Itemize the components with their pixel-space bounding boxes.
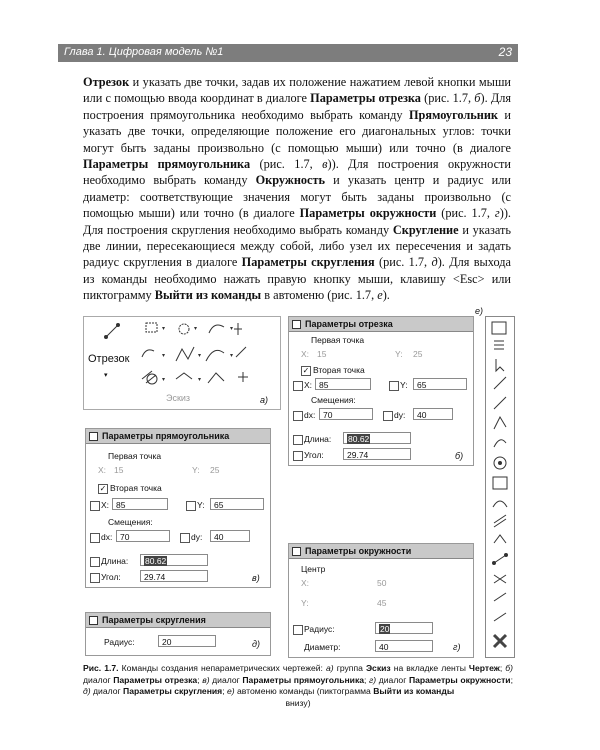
chamfer-tool-icon (176, 373, 192, 379)
dy-input[interactable]: 40 (210, 530, 250, 542)
x2-input[interactable]: 85 (315, 378, 371, 390)
text-run: )). Для построения окружности необходимо выбрать команду (83, 157, 511, 188)
text-run: и указать центр и радиус или диаметр: соответствующие значения могут быть заданы произвольно (с помощью мыши) или точно (в диалоге (83, 173, 511, 221)
x-label: X: (301, 578, 310, 588)
text-run: ). Для выхода из команды необходимо нажать правую кнопку мыши, клавишу <Esc> или пиктограмму (83, 255, 511, 303)
arc-icon (493, 501, 507, 507)
diameter-input[interactable]: 40 (375, 640, 433, 652)
term: Скругление (392, 222, 459, 237)
length-checkbox[interactable] (293, 435, 303, 445)
offsets-label: Смещения: (108, 517, 153, 527)
x2-input[interactable]: 85 (112, 498, 168, 510)
figure-letter-v: в) (252, 573, 260, 583)
point-tool-icon (234, 323, 242, 335)
term: Прямоугольник (408, 107, 498, 122)
dialog-title: Параметры отрезка (305, 319, 393, 329)
collapse-icon[interactable] (292, 320, 301, 329)
figure-letter-g: г) (453, 642, 461, 652)
offset-icon (494, 613, 506, 621)
second-point-label: Вторая точка (313, 365, 365, 375)
x-value: 50 (377, 578, 387, 588)
second-point-checkbox[interactable]: ✓ (302, 366, 310, 375)
term: Выйти из команды (154, 288, 262, 303)
sketch-ribbon-group (83, 316, 281, 410)
extend-icon (494, 593, 506, 601)
radius-label: Радиус: (304, 624, 335, 634)
tangent-icon (494, 555, 506, 563)
term: Параметры прямоугольника (83, 157, 251, 172)
text-run: в автоменю (рис. 1.7, (261, 288, 378, 303)
angle-icon (494, 535, 506, 543)
sketch-group-label: Эскиз (166, 393, 191, 403)
x-value: 15 (317, 349, 327, 359)
fillet-tool-icon (142, 350, 154, 357)
dy-input[interactable]: 40 (413, 408, 453, 420)
collapse-icon[interactable] (89, 432, 98, 441)
caption-letter: е) (226, 686, 235, 696)
svg-text:▾: ▾ (162, 326, 166, 332)
svg-text:▾: ▾ (194, 326, 198, 332)
rectangle-icon (493, 477, 507, 489)
term-otrezok: Отрезок (83, 75, 130, 89)
dx-label: dx: (101, 532, 113, 542)
dialog-title: Параметры окружности (305, 546, 412, 556)
line-params-dialog (288, 316, 474, 466)
automenu-icons (486, 317, 514, 657)
x-value: 15 (114, 465, 124, 475)
svg-text:▾: ▾ (162, 377, 166, 383)
y-label: Y: (192, 465, 200, 475)
dx-label: dx: (304, 410, 316, 420)
angle-label: Угол: (101, 572, 121, 582)
dialog-title: Параметры скругления (102, 615, 206, 625)
fig-letter: е (377, 288, 383, 303)
figure-letter-e: е) (475, 306, 484, 316)
y2-label: Y: (400, 380, 408, 390)
fig-letter: д (431, 255, 438, 270)
dy-label: dy: (394, 410, 406, 420)
polyline-icon (494, 417, 506, 429)
radius-checkbox[interactable] (293, 625, 303, 635)
rect-params-dialog (85, 428, 271, 588)
properties-icon (492, 322, 506, 334)
caption-term: Чертеж (468, 663, 500, 673)
angle-checkbox[interactable] (90, 573, 100, 583)
page-number: 23 (498, 45, 512, 59)
figure-letter-b: б) (455, 451, 464, 461)
dy-label: dy: (191, 532, 203, 542)
caption-term: Параметры скругления (123, 686, 223, 696)
caption-run: автоменю команды (пиктограмма (234, 686, 374, 696)
length-checkbox[interactable] (90, 557, 100, 567)
dy-checkbox[interactable] (383, 411, 393, 421)
caption-run: диалог (209, 674, 243, 685)
caption-run: ; (197, 674, 203, 685)
angle-label: Угол: (304, 450, 324, 460)
radius-input[interactable]: 20 (158, 635, 216, 647)
y2-input[interactable]: 65 (210, 498, 264, 510)
y2-checkbox[interactable] (186, 501, 196, 511)
circle-tool-icon (179, 324, 189, 334)
caption-run: ; (510, 674, 513, 685)
rectangle-tool-icon (146, 323, 157, 332)
chapter-title: Глава 1. Цифровая модель №1 (64, 46, 224, 58)
figure-letter-d: д) (252, 639, 260, 649)
ellipse-tool-icon (147, 374, 157, 384)
dx-input[interactable]: 70 (116, 530, 170, 542)
select-icon (496, 359, 504, 371)
y2-input[interactable]: 65 (413, 378, 467, 390)
term: Окружность (255, 173, 326, 188)
offsets-label: Смещения: (311, 395, 356, 405)
text-run: (рис. 1.7, (250, 157, 323, 172)
figure-letter-a: а) (260, 395, 269, 405)
y-value: 25 (413, 349, 423, 359)
list-icon (494, 341, 504, 349)
fillet-params-dialog (85, 612, 271, 656)
angle-input[interactable]: 29.74 (140, 570, 208, 582)
text-run: (рис. 1.7, (420, 91, 475, 106)
y2-checkbox[interactable] (389, 381, 399, 391)
dx-checkbox[interactable] (293, 411, 303, 421)
caption-term: Параметры окружности (408, 674, 511, 685)
text-run: (рис. 1.7, (436, 206, 495, 221)
collapse-icon[interactable] (89, 616, 98, 625)
sketch-otrezok-label: Отрезок (88, 353, 130, 365)
first-point-label: Первая точка (108, 451, 162, 461)
dx-checkbox[interactable] (90, 533, 100, 543)
caption-run: диалог (376, 674, 409, 685)
caption-run: внизу) (285, 697, 311, 708)
text-run: ). Для построения прямоугольника необходимо выбрать команду (83, 91, 511, 122)
offset-tool-icon (208, 373, 224, 383)
caption-letter: б) (505, 663, 513, 673)
caption-run: диалог (90, 686, 124, 696)
caption-number: Рис. 1.7. (83, 663, 119, 673)
fig-letter: б (474, 91, 481, 106)
text-run: ). (382, 288, 390, 303)
parallel-icon (494, 515, 506, 527)
x-label: X: (301, 349, 310, 359)
angle-input[interactable]: 29.74 (343, 448, 411, 460)
body-paragraph (83, 74, 511, 304)
svg-text:▾: ▾ (162, 353, 166, 359)
line-icon (494, 377, 506, 389)
x2-label: X: (304, 380, 313, 390)
first-point-label: Первая точка (311, 335, 365, 345)
x-label: X: (98, 465, 107, 475)
svg-text:▾: ▾ (230, 326, 234, 332)
caption-term: Параметры прямоугольника (242, 674, 365, 685)
radius-label: Радиус: (104, 637, 135, 647)
trim-tool-icon (238, 372, 248, 382)
sketch-dropdown-arrow: ▾ (104, 372, 108, 379)
circle-params-dialog (288, 543, 474, 658)
angle-checkbox[interactable] (293, 451, 303, 461)
length-input[interactable] (140, 554, 208, 566)
spline-tool-icon (206, 350, 224, 361)
dy-checkbox[interactable] (180, 533, 190, 543)
svg-text:▾: ▾ (230, 353, 234, 359)
caption-term: Эскиз (365, 663, 391, 673)
collapse-icon[interactable] (292, 547, 301, 556)
exit-command-icon (494, 635, 506, 647)
caption-run: группа (333, 663, 366, 673)
trim-icon (494, 575, 506, 583)
polyline-tool-icon (176, 347, 194, 361)
length-value: 80.62 (348, 434, 370, 444)
text-run: и указать две точки, определяющие положение его диагональных углов: точки могут быть заданы произвольно (с помощью мыши) или точно (в диалоге (83, 107, 512, 155)
bezier-tool-icon (236, 347, 246, 357)
svg-text:▾: ▾ (198, 353, 202, 359)
y-label: Y: (395, 349, 403, 359)
term: Параметры окружности (299, 206, 437, 221)
caption-letter: а) (325, 663, 334, 673)
caption-run: ; (499, 663, 506, 673)
diameter-label: Диаметр: (304, 642, 341, 652)
text-run: )). Для построения скругления необходимо выбрать команду (83, 206, 511, 237)
length-input[interactable] (343, 432, 411, 444)
second-point-checkbox[interactable]: ✓ (99, 484, 107, 493)
second-point-label: Вторая точка (110, 483, 162, 493)
dialog-title: Параметры прямоугольника (102, 431, 230, 441)
caption-run: ; (364, 674, 370, 685)
spline-icon (494, 440, 506, 447)
term: Параметры отрезка (310, 91, 421, 106)
x2-checkbox[interactable] (90, 501, 100, 511)
y-value: 45 (377, 598, 387, 608)
length-label: Длина: (101, 556, 129, 566)
dx-input[interactable]: 70 (319, 408, 373, 420)
x2-label: X: (101, 500, 110, 510)
arc-tool-icon (209, 325, 224, 333)
radius-input[interactable] (375, 622, 433, 634)
length-value: 80.62 (145, 556, 167, 566)
caption-letter: в) (202, 674, 210, 685)
line-tool-icon (106, 325, 118, 337)
term: Параметры скругления (241, 255, 375, 270)
caption-run: Команды создания непараметрических чертежей: (118, 663, 326, 673)
caption-term: Выйти из команды (373, 686, 455, 696)
caption-run: ; (222, 686, 227, 696)
caption-term: Параметры отрезка (113, 674, 198, 685)
length-label: Длина: (304, 434, 332, 444)
radius-value: 20 (380, 624, 390, 634)
y-value: 25 (210, 465, 220, 475)
fig-letter: г (494, 206, 500, 221)
caption-run: на вкладке ленты (390, 663, 469, 673)
text-run: (рис. 1.7, (374, 255, 432, 270)
automenu-toolbar (485, 316, 515, 658)
parallel-tool-icon (142, 371, 156, 383)
center-label: Центр (301, 564, 326, 574)
caption-letter: д) (83, 686, 91, 696)
fig-letter: в (322, 157, 328, 172)
caption-letter: г) (369, 674, 377, 685)
y-label: Y: (301, 598, 309, 608)
x2-checkbox[interactable] (293, 381, 303, 391)
text-run: и указать две точки, задав их положение нажатием левой кнопки мыши или с помощью ввода координат в диалоге (83, 75, 511, 106)
running-header (58, 44, 518, 62)
figure-caption (83, 663, 513, 709)
text-run: и указать две линии, пересекающиеся между собой, либо узел их пересечения и задать радиус скругления в диалоге (83, 222, 512, 270)
y2-label: Y: (197, 500, 205, 510)
svg-text:▾: ▾ (198, 377, 202, 383)
caption-run: диалог (83, 674, 114, 685)
